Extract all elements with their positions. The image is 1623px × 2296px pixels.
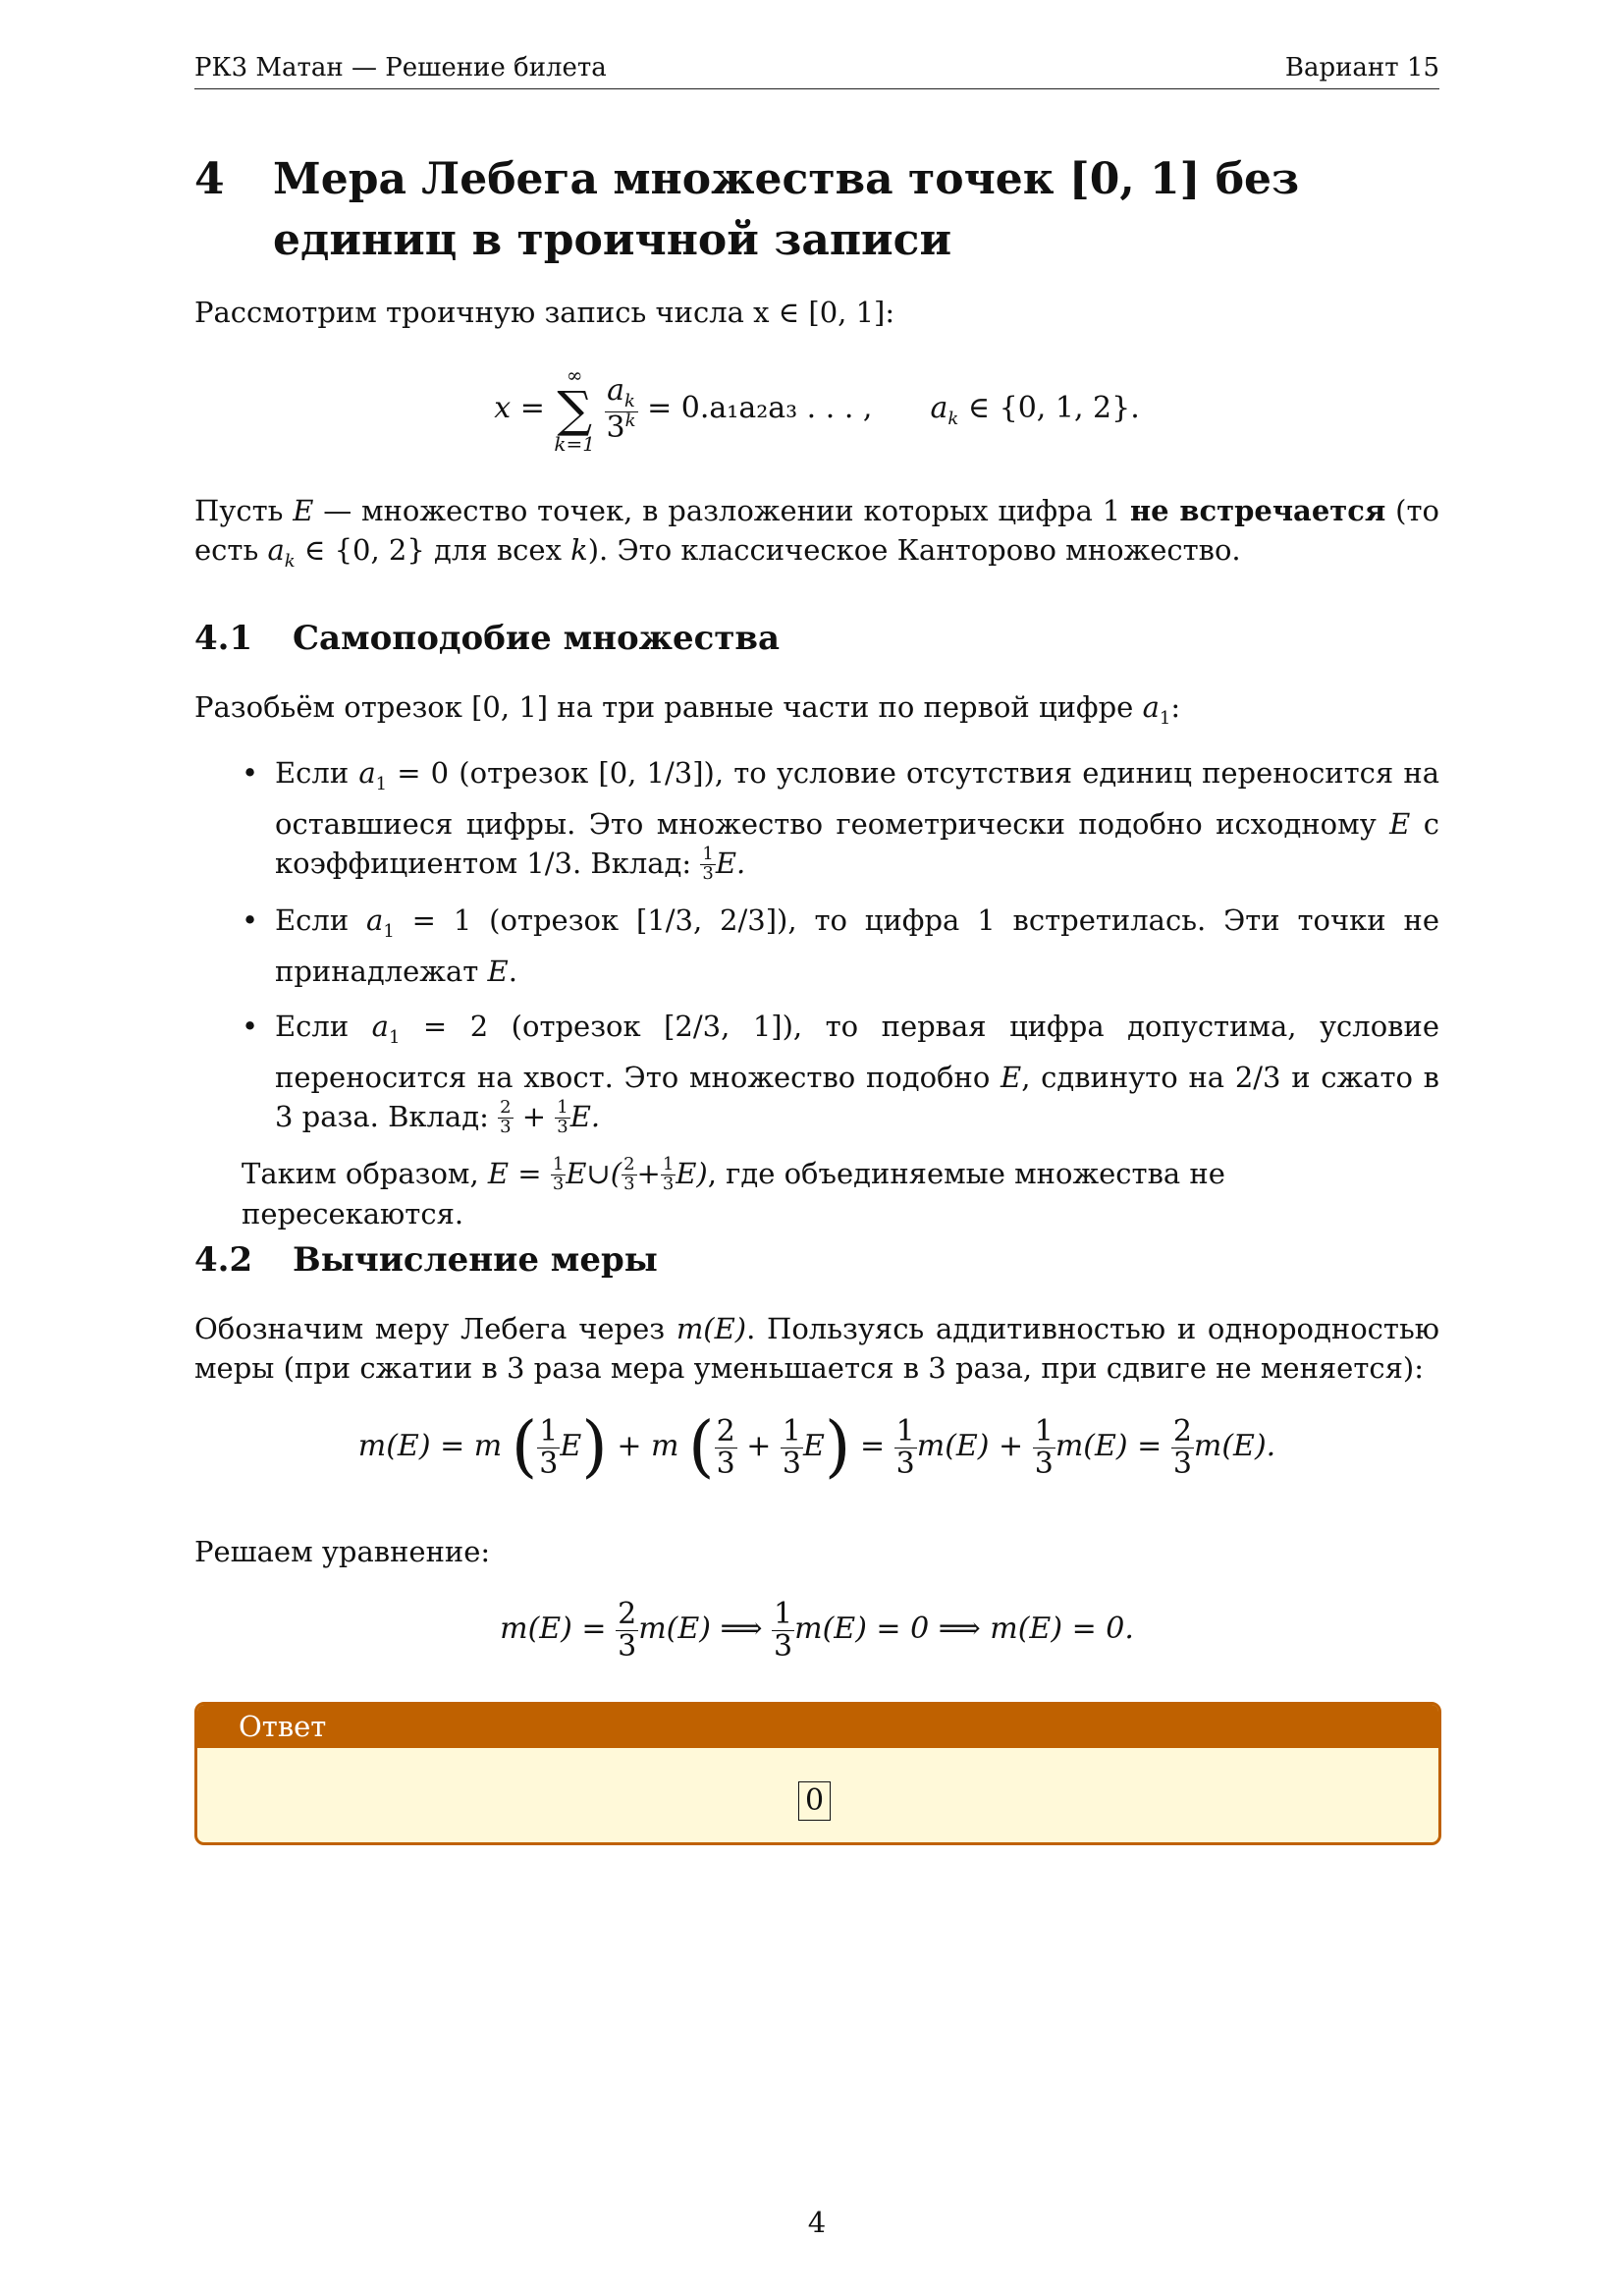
fraction — [715, 1416, 737, 1479]
tail: m(E) = 0 ⟹ m(E) = 0. — [794, 1612, 1134, 1646]
num-sub: k — [624, 391, 635, 412]
cond-sub: k — [947, 409, 959, 429]
bullet-icon: • — [242, 1010, 259, 1043]
plus: + — [636, 1157, 661, 1190]
den: 3 — [895, 1446, 915, 1481]
running-header — [194, 53, 1439, 89]
eq: = — [859, 1429, 886, 1463]
cond-var: a — [930, 391, 948, 425]
lhs: m(E) = m — [357, 1429, 503, 1463]
var-k: k — [570, 533, 588, 567]
fraction — [1033, 1416, 1055, 1479]
tail: E. — [715, 846, 746, 880]
num: 1 — [662, 1154, 675, 1175]
den: 3 — [782, 1446, 801, 1481]
paren-open: ( — [688, 1408, 715, 1486]
den: 3 — [552, 1174, 565, 1195]
sub-k: k — [284, 550, 296, 572]
bullet-item — [242, 1007, 1439, 1137]
num: 2 — [500, 1097, 512, 1119]
measure-equation — [194, 1408, 1439, 1486]
sum-lower: k=1 — [554, 432, 595, 456]
fraction — [661, 1156, 676, 1194]
solve-equation — [194, 1599, 1439, 1662]
bullet-text — [275, 753, 1439, 884]
cond-rest: ∈ {0, 1, 2}. — [967, 391, 1140, 425]
bullet-text — [275, 901, 1439, 991]
text: . Пользуясь аддитивностью и однородностью меры (при сжатии в 3 раза мера уменьшается в 3 раза, при сдвиге не меняется): — [194, 1312, 1439, 1385]
fraction — [498, 1099, 513, 1137]
text: Если — [275, 1010, 372, 1043]
text: = 1 (отрезок [1/3, 2/3]), то цифра 1 встретилась. Эти точки не принадлежат — [275, 903, 1439, 988]
sub: 1 — [375, 773, 388, 794]
text: (то есть — [194, 494, 1439, 567]
den-sup: k — [624, 410, 636, 432]
var-E: E — [293, 494, 314, 527]
intro-paragraph: Рассмотрим троичную запись числа x ∈ [0, 1]: — [194, 296, 895, 329]
formula-rest: = 0.a₁a₂a₃ . . . , — [647, 391, 873, 425]
tail: E. — [569, 1099, 601, 1133]
text: Если — [275, 756, 359, 790]
var-E: E — [487, 1157, 510, 1190]
num: 1 — [557, 1097, 568, 1119]
tail: E — [560, 1429, 582, 1463]
page-number: 4 — [807, 2206, 827, 2239]
lhs: m(E) = — [500, 1612, 607, 1646]
fraction-ak-3k — [605, 373, 638, 446]
paren-open: ( — [511, 1408, 538, 1486]
var: a — [366, 903, 384, 937]
den: 3 — [606, 410, 625, 446]
plus: + — [513, 1099, 556, 1133]
var-a: a — [1142, 690, 1160, 724]
num: 1 — [774, 1597, 793, 1631]
den: 3 — [1034, 1446, 1054, 1481]
text: — множество точек, в разложении которых цифра 1 — [313, 494, 1130, 527]
sum-upper: ∞ — [566, 363, 583, 387]
fraction — [781, 1416, 803, 1479]
section-number: 4 — [194, 154, 225, 204]
section-title: Мера Лебега множества точек [0, 1] без единиц в троичной записи — [273, 154, 1300, 265]
text: . — [508, 954, 517, 988]
den: 3 — [500, 1117, 512, 1138]
den: 3 — [716, 1446, 735, 1481]
bullet-icon: • — [242, 903, 259, 937]
sub: 1 — [1159, 707, 1171, 729]
text: Пусть — [194, 494, 294, 527]
text: , где объединяемые множества не пересекаются. — [242, 1157, 1225, 1231]
den: 3 — [702, 863, 714, 885]
solve-label: Решаем уравнение: — [194, 1535, 491, 1568]
text: Если — [275, 903, 367, 937]
num: 1 — [895, 1414, 915, 1449]
answer-box — [194, 1702, 1441, 1845]
header-title: РК3 Матан — Решение билета — [194, 53, 607, 82]
num: 1 — [702, 844, 714, 865]
fraction — [622, 1156, 636, 1194]
emphasis: не встречается — [1129, 494, 1386, 527]
fraction — [700, 846, 715, 884]
fraction — [555, 1099, 569, 1137]
bullet-item — [242, 753, 1439, 884]
num: 1 — [1034, 1414, 1054, 1449]
num: 1 — [539, 1414, 559, 1449]
num: 2 — [1172, 1414, 1192, 1449]
fraction — [894, 1416, 917, 1479]
answer-title: Ответ — [197, 1705, 1438, 1748]
var: a — [358, 756, 376, 790]
text: Обозначим меру Лебега через — [194, 1312, 676, 1345]
mid: + m — [617, 1429, 679, 1463]
var: a — [371, 1010, 389, 1043]
bullet-text — [275, 1007, 1439, 1137]
den: 3 — [1172, 1446, 1192, 1481]
fraction — [537, 1416, 560, 1479]
end: E) — [676, 1157, 708, 1190]
formula-lhs: x = — [494, 391, 545, 425]
num: a — [607, 373, 625, 409]
tail: m(E). — [1193, 1429, 1276, 1463]
tail: m(E) + — [916, 1429, 1024, 1463]
sum-symbol — [554, 365, 595, 454]
bullet-icon: • — [242, 756, 259, 790]
subsection-title: Вычисление меры — [293, 1240, 658, 1280]
den: 3 — [774, 1628, 793, 1664]
eq: = — [509, 1157, 551, 1190]
num: 2 — [716, 1414, 735, 1449]
var-a: a — [267, 533, 285, 567]
ternary-formula — [194, 365, 1439, 454]
answer-value: 0 — [798, 1781, 831, 1821]
header-variant: Вариант 15 — [1284, 53, 1439, 82]
tail: m(E) ⟹ — [638, 1612, 773, 1646]
text: Таким образом, — [242, 1157, 488, 1190]
measure-paragraph — [194, 1309, 1439, 1388]
subsection-heading-1 — [194, 619, 780, 658]
definition-paragraph — [194, 491, 1439, 581]
var-E: E — [1389, 806, 1411, 841]
fraction — [1171, 1416, 1194, 1479]
plus: + — [746, 1429, 772, 1463]
tail: m(E) = — [1055, 1429, 1163, 1463]
text: с коэффициентом 1/3. Вклад: — [275, 806, 1439, 880]
den: 3 — [539, 1446, 559, 1481]
num: 1 — [552, 1154, 565, 1175]
bullet-item — [242, 901, 1439, 991]
var-E: E — [1001, 1060, 1022, 1094]
subsection-number: 4.1 — [194, 619, 253, 658]
partition-lead — [194, 687, 1439, 738]
fraction — [772, 1599, 794, 1662]
sub: 1 — [388, 1026, 401, 1048]
text: : — [1170, 690, 1181, 724]
mid: E∪( — [566, 1157, 622, 1190]
fraction — [551, 1156, 566, 1194]
text: ). Это классическое Канторово множество. — [587, 533, 1241, 567]
text: = 0 (отрезок [0, 1/3]), то условие отсутствия единиц переносится на оставшиеся цифры. Это множество геометрически подобно исходному — [275, 756, 1439, 841]
paren-close: ) — [581, 1408, 608, 1486]
fraction — [616, 1599, 638, 1662]
subsection-number: 4.2 — [194, 1240, 253, 1280]
tail: E — [802, 1429, 825, 1463]
text: = 2 (отрезок [2/3, 1]), то первая цифра допустима, условие переносится на хвост. Это множество подобно — [275, 1010, 1439, 1094]
den: 3 — [662, 1174, 675, 1195]
text: ∈ {0, 2} для всех — [295, 533, 571, 567]
sigma: ∑ — [557, 381, 593, 438]
num: 2 — [623, 1154, 635, 1175]
den: 3 — [618, 1628, 637, 1664]
sub: 1 — [383, 920, 395, 942]
num: 1 — [782, 1414, 801, 1449]
num: 2 — [618, 1597, 637, 1631]
den: 3 — [623, 1174, 635, 1195]
conclusion-paragraph — [242, 1154, 1439, 1233]
text: Разобьём отрезок [0, 1] на три равные части по первой цифре — [194, 690, 1143, 724]
mE: m(E) — [676, 1312, 747, 1345]
den: 3 — [557, 1117, 568, 1138]
paren-close: ) — [824, 1408, 851, 1486]
var-E: E — [487, 954, 509, 988]
text: , сдвинуто на 2/3 и сжато в 3 раза. Вклад: — [275, 1060, 1439, 1133]
subsection-title: Самоподобие множества — [293, 619, 781, 658]
subsection-heading-2 — [194, 1240, 658, 1280]
section-heading — [194, 149, 1439, 271]
